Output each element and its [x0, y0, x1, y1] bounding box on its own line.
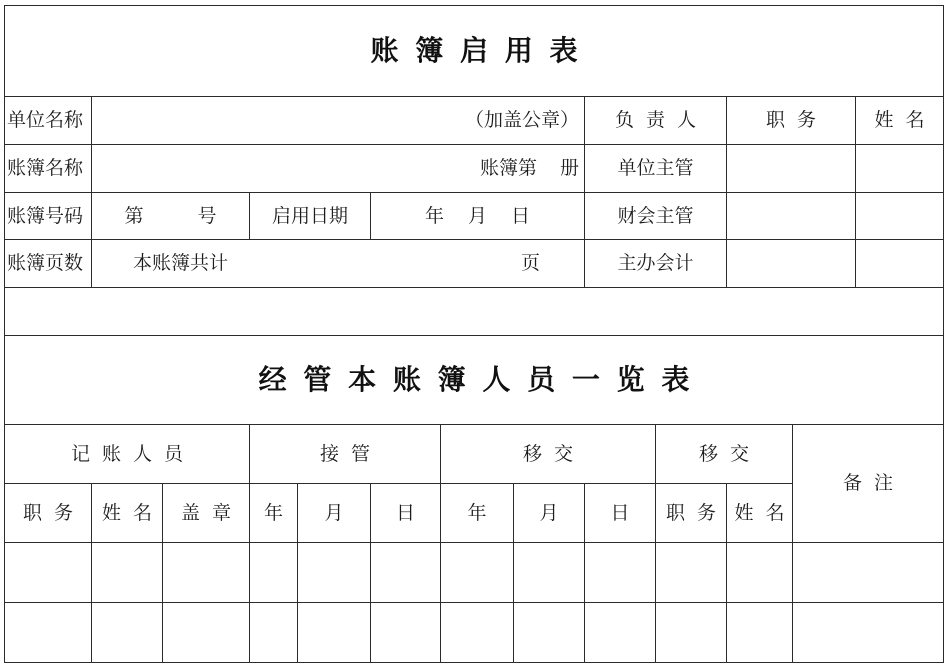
sub-header-takeover-year: 年 [250, 484, 298, 543]
role-chief-accountant: 主办会计 [585, 240, 727, 288]
table-cell [92, 603, 163, 663]
role-finance-supervisor: 财会主管 [585, 193, 727, 240]
position-header: 职 务 [727, 97, 856, 145]
name-cell [856, 240, 944, 288]
table-cell [163, 603, 250, 663]
sub-header-handover-year: 年 [441, 484, 514, 543]
seal-note: （加盖公章） [464, 109, 579, 131]
group-header-handover-person: 移 交 [656, 425, 793, 484]
number-text: 第 号 [92, 193, 250, 240]
sub-header-handover-position: 职 务 [656, 484, 727, 543]
ledger-name-field [92, 145, 585, 193]
page-count-field [92, 240, 585, 288]
table-cell [163, 543, 250, 603]
remarks-cell [793, 543, 944, 603]
table-cell [656, 543, 727, 603]
table-cell [298, 543, 371, 603]
table-cell [727, 543, 793, 603]
sub-header-position: 职 务 [5, 484, 92, 543]
ledger-number-label: 账簿号码 [5, 193, 92, 240]
group-header-handover-date: 移 交 [441, 425, 656, 484]
volume-text: 账簿第 册 [479, 157, 579, 179]
table-cell [441, 543, 514, 603]
page-unit: 页 [520, 252, 540, 274]
table-cell [514, 603, 585, 663]
remarks-header: 备 注 [793, 425, 944, 543]
sub-header-handover-day: 日 [585, 484, 656, 543]
sub-header-name: 姓 名 [92, 484, 163, 543]
position-cell [727, 240, 856, 288]
table-cell [514, 543, 585, 603]
table-cell [585, 603, 656, 663]
ledger-form [4, 5, 944, 663]
name-header: 姓 名 [856, 97, 944, 145]
table-cell [371, 603, 441, 663]
name-cell [856, 193, 944, 240]
table-cell [585, 543, 656, 603]
page-total-text: 本账簿共计 [133, 252, 229, 274]
start-date-label: 启用日期 [250, 193, 371, 240]
table-cell [371, 543, 441, 603]
unit-name-label: 单位名称 [5, 97, 92, 145]
table-cell [250, 543, 298, 603]
table-cell [5, 543, 92, 603]
remarks-cell [793, 603, 944, 663]
group-header-bookkeeper: 记 账 人 员 [5, 425, 250, 484]
table-cell [92, 543, 163, 603]
position-cell [727, 145, 856, 193]
responsible-header: 负 责 人 [585, 97, 727, 145]
sub-header-takeover-month: 月 [298, 484, 371, 543]
sub-header-handover-month: 月 [514, 484, 585, 543]
ledger-activation-title: 账 簿 启 用 表 [5, 6, 944, 97]
date-text: 年 月 日 [371, 193, 585, 240]
table-cell [250, 603, 298, 663]
name-cell [856, 145, 944, 193]
table-cell [727, 603, 793, 663]
page-count-label: 账簿页数 [5, 240, 92, 288]
sub-header-handover-name: 姓 名 [727, 484, 793, 543]
blank-row [5, 288, 944, 336]
table-cell [5, 603, 92, 663]
unit-name-field [92, 97, 585, 145]
position-cell [727, 193, 856, 240]
custodian-list-title: 经 管 本 账 簿 人 员 一 览 表 [5, 336, 944, 425]
table-cell [656, 603, 727, 663]
group-header-takeover: 接 管 [250, 425, 441, 484]
sub-header-seal: 盖 章 [163, 484, 250, 543]
ledger-name-label: 账簿名称 [5, 145, 92, 193]
role-unit-supervisor: 单位主管 [585, 145, 727, 193]
table-cell [441, 603, 514, 663]
sub-header-takeover-day: 日 [371, 484, 441, 543]
table-cell [298, 603, 371, 663]
